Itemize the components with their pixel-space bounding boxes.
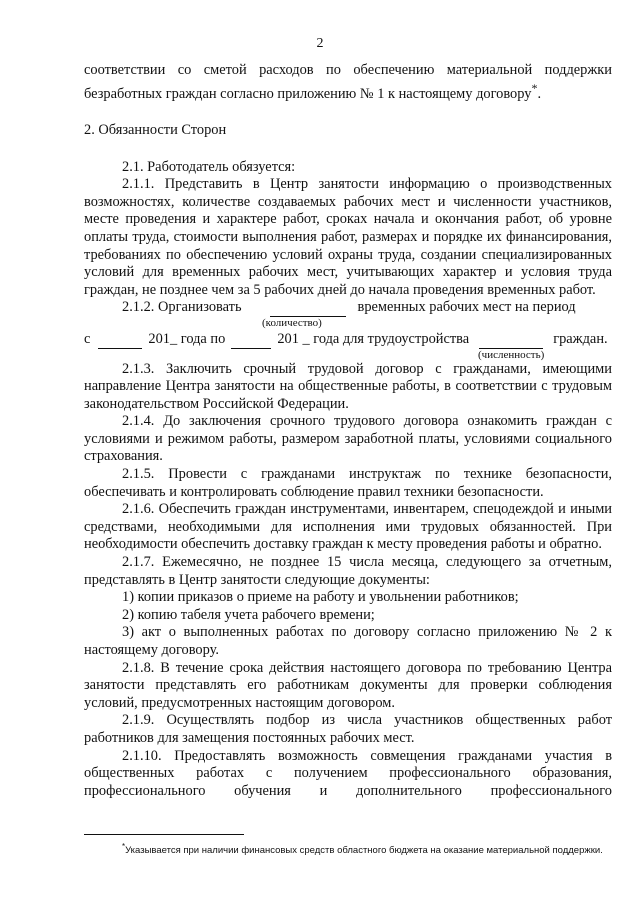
clause-2-1: 2.1. Работодатель обязуется: (122, 158, 296, 175)
clause-2-1-2-y2: 201 _ года для трудоустройства (277, 330, 470, 347)
clause-2-1-7: 2.1.7. Ежемесячно, не позднее 15 числа месяца, следующего за отчетным, представлять в Центр занятости следующие документы: (84, 554, 612, 588)
clause-2-1-3: 2.1.3. Заключить срочный трудовой договор с гражданами, имеющими направление Центра занятости на общественные работы, в соответствии с трудовым законодательством Российской Федерации. (84, 360, 612, 412)
end-day-blank (231, 336, 271, 349)
intro-paragraph (84, 62, 612, 103)
list-item: 3) акт о выполненных работах по договору согласно приложению № 2 к настоящему договору. (84, 624, 612, 659)
footnote-mark: * (122, 842, 126, 851)
intro-end: . (537, 85, 542, 102)
clause-2-1-4: 2.1.4. До заключения срочного трудового договора ознакомить граждан с условиями и режимом работы, размером заработной платы, условиями социального страхования. (84, 413, 612, 465)
footnote-reference: * (531, 80, 538, 95)
clause-2-1-2 (84, 299, 612, 360)
clause-2-1-8: 2.1.8. В течение срока действия настоящего договора по требованию Центра занятости представлять его работникам документы для проверки соблюдения условий, предусмотренных настоящим договором. (84, 659, 612, 711)
clause-2-1-2-y1: 201_ года по (148, 330, 226, 347)
footnote (84, 841, 612, 857)
footnote-separator (84, 834, 244, 835)
section-title: 2. Обязанности Сторон (84, 121, 227, 138)
quantity-blank (270, 303, 346, 317)
clause-2-1-2-c: с (84, 330, 91, 347)
quantity-note: (количество) (262, 316, 322, 329)
clause-2-1-10: 2.1.10. Предоставлять возможность совмещения гражданами участия в общественных работах с получением профессионального образования, профессионального обучения и дополнительного профессионального (84, 747, 612, 799)
clause-2-1-2-mid: временных рабочих мест на период (357, 299, 576, 316)
clause-2-1-1: 2.1.1. Представить в Центр занятости информацию о производственных возможностях, количестве создаваемых рабочих мест и численности участников, месте проведения и характере работ, сроках начала и окончания работ, об уровне оплаты труда, стоимости выполнения работ, размерах и порядке их финансирования, требованиях по обеспечению условий охраны труда, создании специализированных условий для временных рабочих мест, учитывающих характер и условия труда граждан, не позднее чем за 5 рабочих дней до начала проведения временных работ. (84, 176, 612, 298)
footnote-text: Указывается при наличии финансовых средств областного бюджета на оказание материальной поддержки. (125, 845, 603, 857)
clause-2-1-5: 2.1.5. Провести с гражданами инструктаж по технике безопасности, обеспечивать и контролировать соблюдение правил техники безопасности. (84, 466, 612, 500)
document-body (84, 62, 612, 800)
count-note: (численность) (478, 348, 545, 361)
intro-text: соответствии со сметой расходов по обеспечению материальной поддержки безработных граждан согласно приложению № 1 к настоящему договору (84, 62, 612, 102)
clause-2-1-2-citizens: граждан. (553, 330, 608, 347)
clause-2-1-2-start: 2.1.2. Организовать (122, 299, 242, 316)
count-blank (479, 336, 543, 349)
list-item: 1) копии приказов о приеме на работу и увольнении работников; (122, 589, 519, 606)
list-item: 2) копию табеля учета рабочего времени; (122, 606, 375, 623)
start-day-blank (98, 336, 142, 349)
clause-2-1-6: 2.1.6. Обеспечить граждан инструментами, инвентарем, спецодеждой и иными средствами, необходимыми для исполнения ими трудовых обязанностей. При необходимости обеспечить доставку граждан к месту проведения работы и обратно. (84, 501, 612, 553)
page-number: 2 (316, 36, 324, 51)
clause-2-1-9: 2.1.9. Осуществлять подбор из числа участников общественных работ работников для замещения постоянных рабочих мест. (84, 712, 612, 746)
